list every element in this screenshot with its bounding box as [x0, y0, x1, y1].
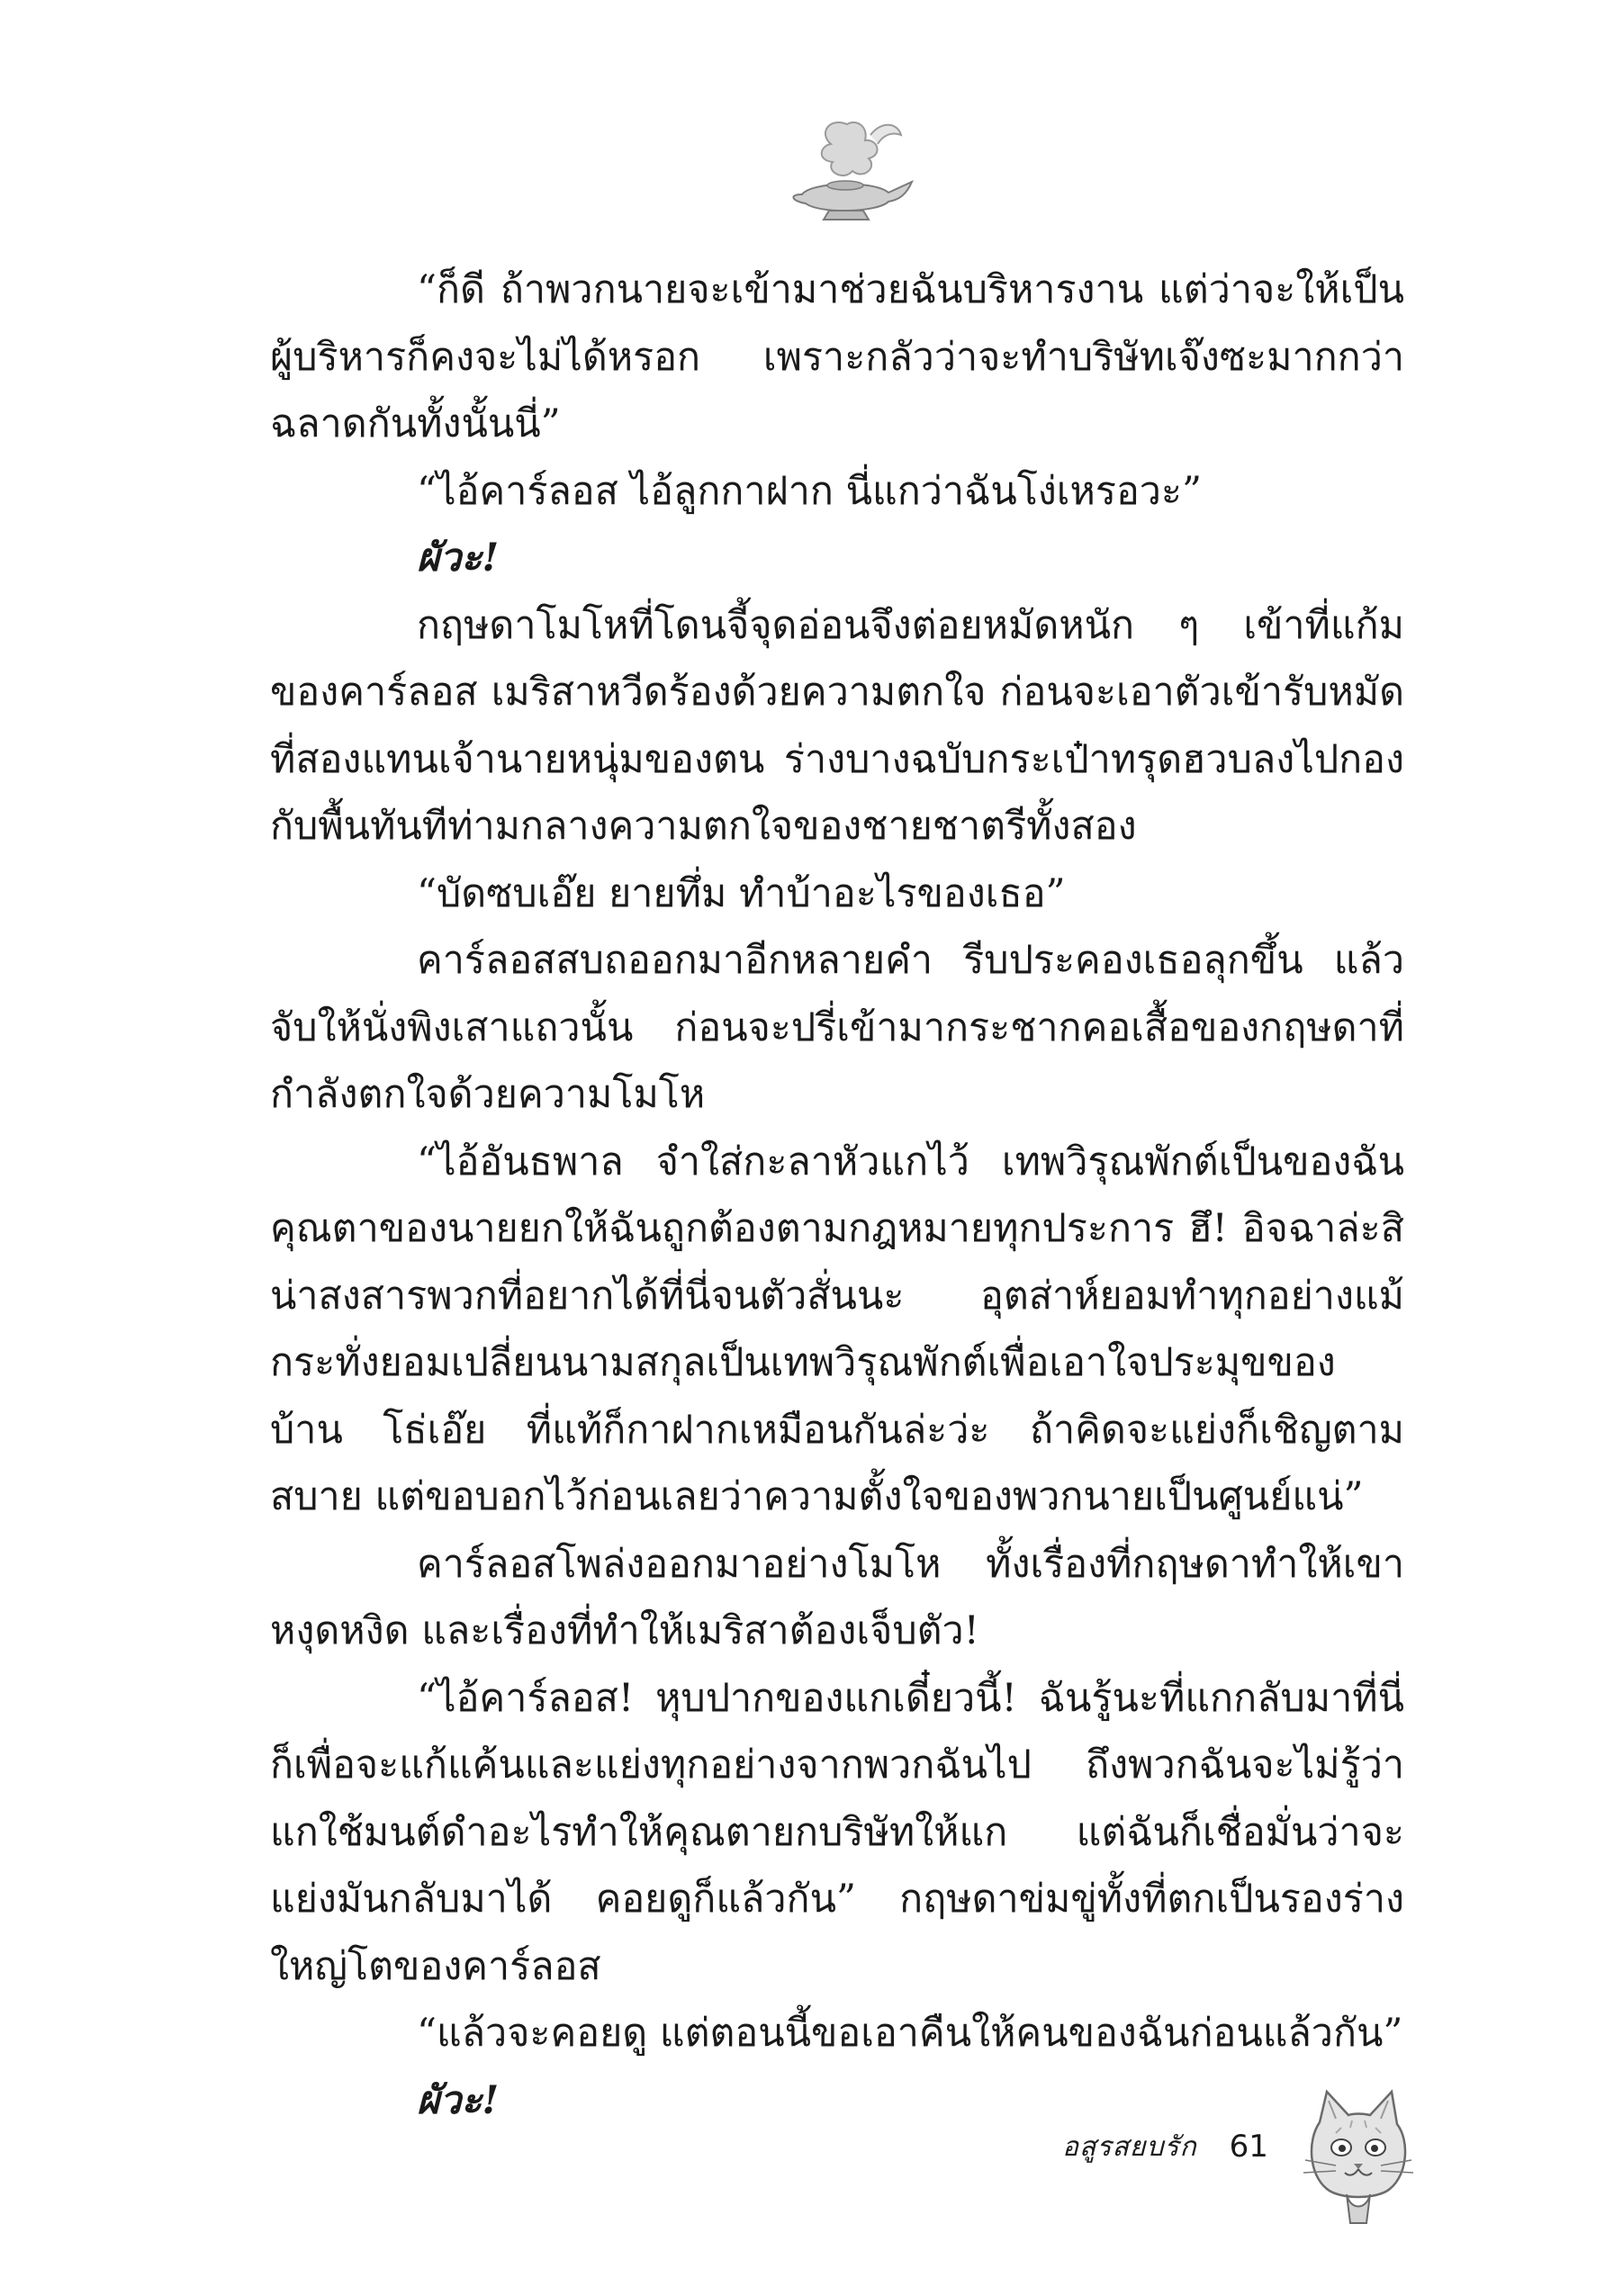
genie-lamp-ornament-icon	[766, 108, 928, 225]
sound-effect-line-2: ผัวะ!	[417, 2077, 500, 2123]
paragraph-narration-2: คาร์ลอสสบถออกมาอีกหลายคำ รีบประคองเธอลุกขึ้น แล้วจับให้นั่งพิงเสาแถวนั้น ก่อนจะปรี่เข้ามากระชากคอเสื้อของกฤษดาที่กำลังตกใจด้วยความโมโห	[270, 938, 1404, 1117]
cat-face-icon	[1300, 2088, 1417, 2228]
page-number: 61	[1229, 2129, 1268, 2165]
paragraph-dialogue-4: “ไอ้อันธพาล จำใส่กะลาหัวแกไว้ เทพวิรุณพักต์เป็นของฉัน คุณตาของนายยกให้ฉันถูกต้องตามกฎหมายทุกประการ ฮึ! อิจฉาล่ะสิ น่าสงสารพวกที่อยากได้ที่นี่จนตัวสั่นนะ อุตส่าห์ยอมทำทุกอย่างแม้กระทั่งยอมเปลี่ยนนามสกุลเป็นเทพวิรุณพักต์เพื่อเอาใจประมุขของบ้าน โธ่เอ๊ย ที่แท้ก็กาฝากเหมือนกันล่ะว่ะ ถ้าคิดจะแย่งก็เชิญตามสบาย แต่ขอบอกไว้ก่อนเลยว่าความตั้งใจของพวกนายเป็นศูนย์แน่”	[270, 1139, 1404, 1519]
paragraph-dialogue-3: “บัดซบเอ๊ย ยายทึ่ม ทำบ้าอะไรของเธอ”	[417, 870, 1066, 916]
paragraph-dialogue-5: “ไอ้คาร์ลอส! หุบปากของแกเดี๋ยวนี้! ฉันรู้นะที่แกกลับมาที่นี่ก็เพื่อจะแก้แค้นและแย่งทุกอย่างจากพวกฉันไป ถึงพวกฉันจะไม่รู้ว่าแกใช้มนต์ดำอะไรทำให้คุณตายกบริษัทให้แก แต่ฉันก็เชื่อมั่นว่าจะแย่งมันกลับมาได้ คอยดูก็แล้วกัน” กฤษดาข่มขู่ทั้งที่ตกเป็นรองร่างใหญ่โตของคาร์ลอส	[270, 1675, 1404, 1989]
page-footer	[1062, 2120, 1268, 2174]
paragraph-narration-1: กฤษดาโมโหที่โดนจี้จุดอ่อนจึงต่อยหมัดหนัก ๆ เข้าที่แก้มของคาร์ลอส เมริสาหวีดร้องด้วยความตกใจ ก่อนจะเอาตัวเข้ารับหมัดที่สองแทนเจ้านายหนุ่มของตน ร่างบางฉบับกระเป๋าทรุดฮวบลงไปกองกับพื้นทันทีท่ามกลางความตกใจของชายชาตรีทั้งสอง	[270, 602, 1404, 849]
page-body	[270, 257, 1404, 2134]
sound-effect-line-1: ผัวะ!	[417, 536, 500, 581]
paragraph-dialogue-1: “ก็ดี ถ้าพวกนายจะเข้ามาช่วยฉันบริหารงาน แต่ว่าจะให้เป็นผู้บริหารก็คงจะไม่ได้หรอก เพราะกลัวว่าจะทำบริษัทเจ๊งซะมากกว่า ฉลาดกันทั้งนั้นนี่”	[270, 267, 1404, 446]
paragraph-narration-3: คาร์ลอสโพล่งออกมาอย่างโมโห ทั้งเรื่องที่กฤษดาทำให้เขาหงุดหงิด และเรื่องที่ทำให้เมริสาต้องเจ็บตัว!	[270, 1541, 1404, 1653]
book-title: อสูรสยบรัก	[1062, 2130, 1197, 2163]
paragraph-dialogue-2: “ไอ้คาร์ลอส ไอ้ลูกกาฝาก นี่แกว่าฉันโง่เหรอวะ”	[417, 468, 1202, 514]
paragraph-dialogue-6: “แล้วจะคอยดู แต่ตอนนี้ขอเอาคืนให้คนของฉันก่อนแล้วกัน”	[417, 2011, 1403, 2056]
